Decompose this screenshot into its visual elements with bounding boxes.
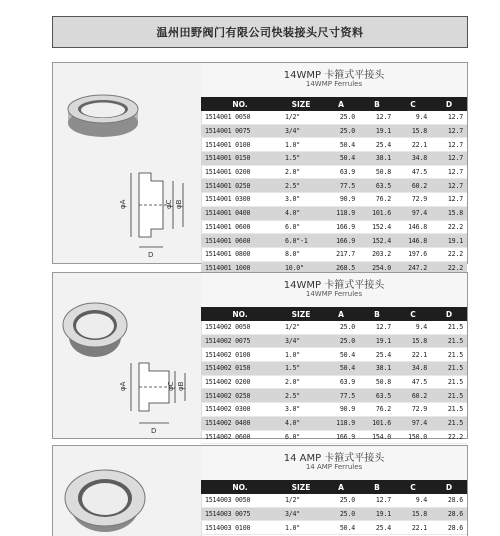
cell-c: 47.5	[395, 375, 431, 389]
cell-size: 1/2"	[279, 111, 323, 124]
cell-a: 25.0	[323, 334, 359, 348]
table-header-row	[201, 97, 467, 111]
cell-no: 1514001 0600	[201, 234, 279, 248]
cell-c: 9.4	[395, 494, 431, 507]
cell-size: 1.0"	[279, 138, 323, 152]
cell-no: 1514002 0600	[201, 430, 279, 444]
cell-c: 146.8	[395, 220, 431, 234]
table-row	[201, 179, 467, 193]
cell-no: 1514001 0200	[201, 165, 279, 179]
section-header	[201, 63, 467, 97]
cell-d: 12.7	[431, 165, 467, 179]
dim-a-label: φA	[119, 381, 127, 391]
cell-size: 3/4"	[279, 507, 323, 521]
table-row	[201, 348, 467, 362]
cell-d: 21.5	[431, 416, 467, 430]
cell-size: 4.0"	[279, 206, 323, 220]
cell-c: 97.4	[395, 416, 431, 430]
cell-a: 166.9	[323, 234, 359, 248]
cell-d: 12.7	[431, 138, 467, 152]
cell-size: 1.5"	[279, 152, 323, 166]
cell-size: 3.0"	[279, 403, 323, 417]
cell-c: 15.8	[395, 124, 431, 138]
cell-a: 118.9	[323, 206, 359, 220]
cell-size: 6.0"	[279, 430, 323, 444]
product-image-panel	[53, 446, 202, 536]
cell-c: 60.2	[395, 179, 431, 193]
col-header-d: D	[431, 480, 467, 494]
cell-no: 1514003 0075	[201, 507, 279, 521]
table-row	[201, 111, 467, 124]
cell-no: 1514001 0150	[201, 152, 279, 166]
cell-b: 38.1	[359, 152, 395, 166]
cell-d: 12.7	[431, 124, 467, 138]
cell-no: 1514002 0075	[201, 334, 279, 348]
section-subtitle: 14WMP Ferrules	[305, 290, 363, 298]
dim-d-label: D	[151, 427, 157, 435]
col-header-no: NO.	[201, 480, 279, 494]
cell-size: 1.5"	[279, 362, 323, 376]
cell-d: 22.2	[431, 247, 467, 261]
table-row	[201, 234, 467, 248]
cell-no: 1514001 0075	[201, 124, 279, 138]
cell-b: 12.7	[359, 494, 395, 507]
cell-d: 19.1	[431, 234, 467, 248]
table-row	[201, 521, 467, 535]
cell-b: 152.4	[359, 234, 395, 248]
cell-size: 1/2"	[279, 494, 323, 507]
cell-c: 34.8	[395, 362, 431, 376]
cell-b: 63.5	[359, 389, 395, 403]
cell-a: 25.0	[323, 494, 359, 507]
dim-b-label: φB	[175, 199, 183, 209]
cell-b: 76.2	[359, 193, 395, 207]
cell-d: 28.6	[431, 494, 467, 507]
cell-a: 50.4	[323, 152, 359, 166]
cell-d: 12.7	[431, 179, 467, 193]
table-row	[201, 389, 467, 403]
ferrule-illustration	[53, 446, 201, 536]
table-row	[201, 375, 467, 389]
cell-size: 1/2"	[279, 321, 323, 334]
cell-size: 6.0"-1	[279, 234, 323, 248]
cell-a: 90.9	[323, 403, 359, 417]
col-header-b: B	[359, 480, 395, 494]
cell-no: 1514003 0100	[201, 521, 279, 535]
section-title: 14WMP 卡箍式平接头	[283, 280, 385, 291]
cell-c: 15.8	[395, 334, 431, 348]
col-header-c: C	[395, 97, 431, 111]
cell-b: 38.1	[359, 362, 395, 376]
col-header-size: SIZE	[279, 307, 323, 321]
col-header-no: NO.	[201, 307, 279, 321]
table-row	[201, 247, 467, 261]
cell-size: 6.0"	[279, 220, 323, 234]
cell-a: 50.4	[323, 521, 359, 535]
ferrule-drawing	[131, 173, 183, 247]
cell-d: 12.7	[431, 152, 467, 166]
spec-section-1	[52, 62, 468, 272]
cell-a: 77.5	[323, 179, 359, 193]
cell-size: 2.0"	[279, 165, 323, 179]
spec-table	[201, 480, 467, 535]
col-header-a: A	[323, 97, 359, 111]
col-header-size: SIZE	[279, 480, 323, 494]
product-image-panel	[53, 63, 202, 263]
table-row	[201, 362, 467, 376]
cell-no: 1514001 0250	[201, 179, 279, 193]
cell-b: 19.1	[359, 334, 395, 348]
cell-size: 4.0"	[279, 416, 323, 430]
cell-a: 166.9	[323, 430, 359, 444]
cell-a: 25.0	[323, 111, 359, 124]
cell-c: 146.8	[395, 234, 431, 248]
spec-section-2	[52, 272, 468, 439]
cell-d: 21.5	[431, 403, 467, 417]
cell-no: 1514002 0150	[201, 362, 279, 376]
col-header-size: SIZE	[279, 97, 323, 111]
cell-d: 21.5	[431, 348, 467, 362]
cell-a: 166.9	[323, 220, 359, 234]
col-header-no: NO.	[201, 97, 279, 111]
cell-no: 1514001 0300	[201, 193, 279, 207]
cell-b: 154.0	[359, 430, 395, 444]
table-row	[201, 220, 467, 234]
cell-c: 150.0	[395, 430, 431, 444]
table-row	[201, 152, 467, 166]
cell-c: 9.4	[395, 321, 431, 334]
cell-a: 217.7	[323, 247, 359, 261]
col-header-c: C	[395, 480, 431, 494]
cell-c: 22.1	[395, 348, 431, 362]
cell-a: 25.0	[323, 507, 359, 521]
ferrule-photo	[63, 303, 127, 357]
cell-b: 25.4	[359, 138, 395, 152]
cell-d: 21.5	[431, 334, 467, 348]
cell-size: 8.0"	[279, 247, 323, 261]
cell-b: 63.5	[359, 179, 395, 193]
cell-b: 12.7	[359, 321, 395, 334]
col-header-b: B	[359, 97, 395, 111]
cell-no: 1514001 0800	[201, 247, 279, 261]
cell-size: 2.0"	[279, 375, 323, 389]
cell-c: 197.6	[395, 247, 431, 261]
cell-b: 19.1	[359, 507, 395, 521]
table-row	[201, 124, 467, 138]
dim-c-label: φC	[165, 199, 173, 209]
col-header-b: B	[359, 307, 395, 321]
table-row	[201, 494, 467, 507]
dim-a-label: φA	[119, 199, 127, 209]
cell-d: 22.2	[431, 430, 467, 444]
cell-no: 1514001 1000	[201, 261, 279, 275]
cell-a: 90.9	[323, 193, 359, 207]
cell-size: 3.0"	[279, 193, 323, 207]
cell-b: 254.0	[359, 261, 395, 275]
cell-b: 152.4	[359, 220, 395, 234]
section-header	[201, 446, 467, 480]
cell-d: 21.5	[431, 375, 467, 389]
cell-b: 12.7	[359, 111, 395, 124]
table-row	[201, 138, 467, 152]
cell-a: 50.4	[323, 348, 359, 362]
cell-d: 21.5	[431, 362, 467, 376]
cell-c: 15.8	[395, 507, 431, 521]
table-row	[201, 430, 467, 444]
ferrule-photo	[65, 470, 145, 532]
section-header	[201, 273, 467, 307]
cell-no: 1514002 0400	[201, 416, 279, 430]
spec-section-3	[52, 445, 468, 536]
cell-no: 1514002 0200	[201, 375, 279, 389]
cell-d: 28.6	[431, 521, 467, 535]
ferrule-illustration	[53, 273, 201, 438]
cell-no: 1514003 0050	[201, 494, 279, 507]
section-title: 14 AMP 卡箍式平接头	[283, 453, 385, 464]
dim-b-label: φB	[177, 381, 185, 391]
cell-c: 72.9	[395, 403, 431, 417]
cell-d: 22.2	[431, 220, 467, 234]
col-header-a: A	[323, 307, 359, 321]
cell-no: 1514002 0250	[201, 389, 279, 403]
section-title: 14WMP 卡箍式平接头	[283, 70, 385, 81]
cell-no: 1514001 0050	[201, 111, 279, 124]
table-row	[201, 321, 467, 334]
cell-no: 1514001 0600	[201, 220, 279, 234]
table-row	[201, 403, 467, 417]
cell-size: 3/4"	[279, 334, 323, 348]
cell-size: 10.0"	[279, 261, 323, 275]
cell-b: 19.1	[359, 124, 395, 138]
section-subtitle: 14 AMP Ferrules	[305, 463, 363, 471]
cell-a: 50.4	[323, 362, 359, 376]
cell-d: 12.7	[431, 111, 467, 124]
cell-c: 22.1	[395, 138, 431, 152]
cell-a: 268.5	[323, 261, 359, 275]
cell-d: 21.5	[431, 389, 467, 403]
cell-c: 22.1	[395, 521, 431, 535]
cell-d: 22.2	[431, 261, 467, 275]
cell-a: 63.9	[323, 375, 359, 389]
product-image-panel	[53, 273, 202, 438]
col-header-c: C	[395, 307, 431, 321]
table-row	[201, 507, 467, 521]
cell-b: 25.4	[359, 521, 395, 535]
cell-c: 72.9	[395, 193, 431, 207]
spec-table	[201, 307, 467, 444]
section-subtitle: 14WMP Ferrules	[305, 80, 363, 88]
cell-no: 1514002 0300	[201, 403, 279, 417]
table-row	[201, 165, 467, 179]
table-row	[201, 416, 467, 430]
cell-b: 25.4	[359, 348, 395, 362]
cell-no: 1514002 0050	[201, 321, 279, 334]
cell-size: 3/4"	[279, 124, 323, 138]
dim-c-label: φC	[167, 381, 175, 391]
table-header-row	[201, 480, 467, 494]
table-row	[201, 193, 467, 207]
cell-d: 12.7	[431, 193, 467, 207]
col-header-d: D	[431, 307, 467, 321]
cell-b: 203.2	[359, 247, 395, 261]
cell-size: 1.0"	[279, 521, 323, 535]
ferrule-drawing	[131, 363, 185, 423]
cell-c: 247.2	[395, 261, 431, 275]
spec-table	[201, 97, 467, 275]
cell-no: 1514001 0400	[201, 206, 279, 220]
cell-c: 34.8	[395, 152, 431, 166]
cell-size: 1.0"	[279, 348, 323, 362]
cell-c: 60.2	[395, 389, 431, 403]
cell-d: 28.6	[431, 507, 467, 521]
cell-b: 76.2	[359, 403, 395, 417]
cell-no: 1514002 0100	[201, 348, 279, 362]
cell-a: 77.5	[323, 389, 359, 403]
cell-b: 50.8	[359, 165, 395, 179]
table-row	[201, 206, 467, 220]
cell-size: 2.5"	[279, 179, 323, 193]
ferrule-photo	[68, 95, 138, 137]
ferrule-illustration	[53, 63, 201, 263]
cell-c: 47.5	[395, 165, 431, 179]
cell-b: 50.8	[359, 375, 395, 389]
cell-b: 101.6	[359, 206, 395, 220]
dim-d-label: D	[148, 251, 154, 259]
cell-d: 15.8	[431, 206, 467, 220]
table-row	[201, 334, 467, 348]
cell-c: 9.4	[395, 111, 431, 124]
cell-size: 2.5"	[279, 389, 323, 403]
table-header-row	[201, 307, 467, 321]
cell-a: 63.9	[323, 165, 359, 179]
cell-a: 25.0	[323, 124, 359, 138]
page-title: 温州田野阀门有限公司快装接头尺寸资料	[52, 16, 468, 48]
cell-b: 101.6	[359, 416, 395, 430]
cell-d: 21.5	[431, 321, 467, 334]
cell-c: 97.4	[395, 206, 431, 220]
cell-no: 1514001 0100	[201, 138, 279, 152]
cell-a: 118.9	[323, 416, 359, 430]
col-header-d: D	[431, 97, 467, 111]
cell-a: 50.4	[323, 138, 359, 152]
cell-a: 25.0	[323, 321, 359, 334]
col-header-a: A	[323, 480, 359, 494]
